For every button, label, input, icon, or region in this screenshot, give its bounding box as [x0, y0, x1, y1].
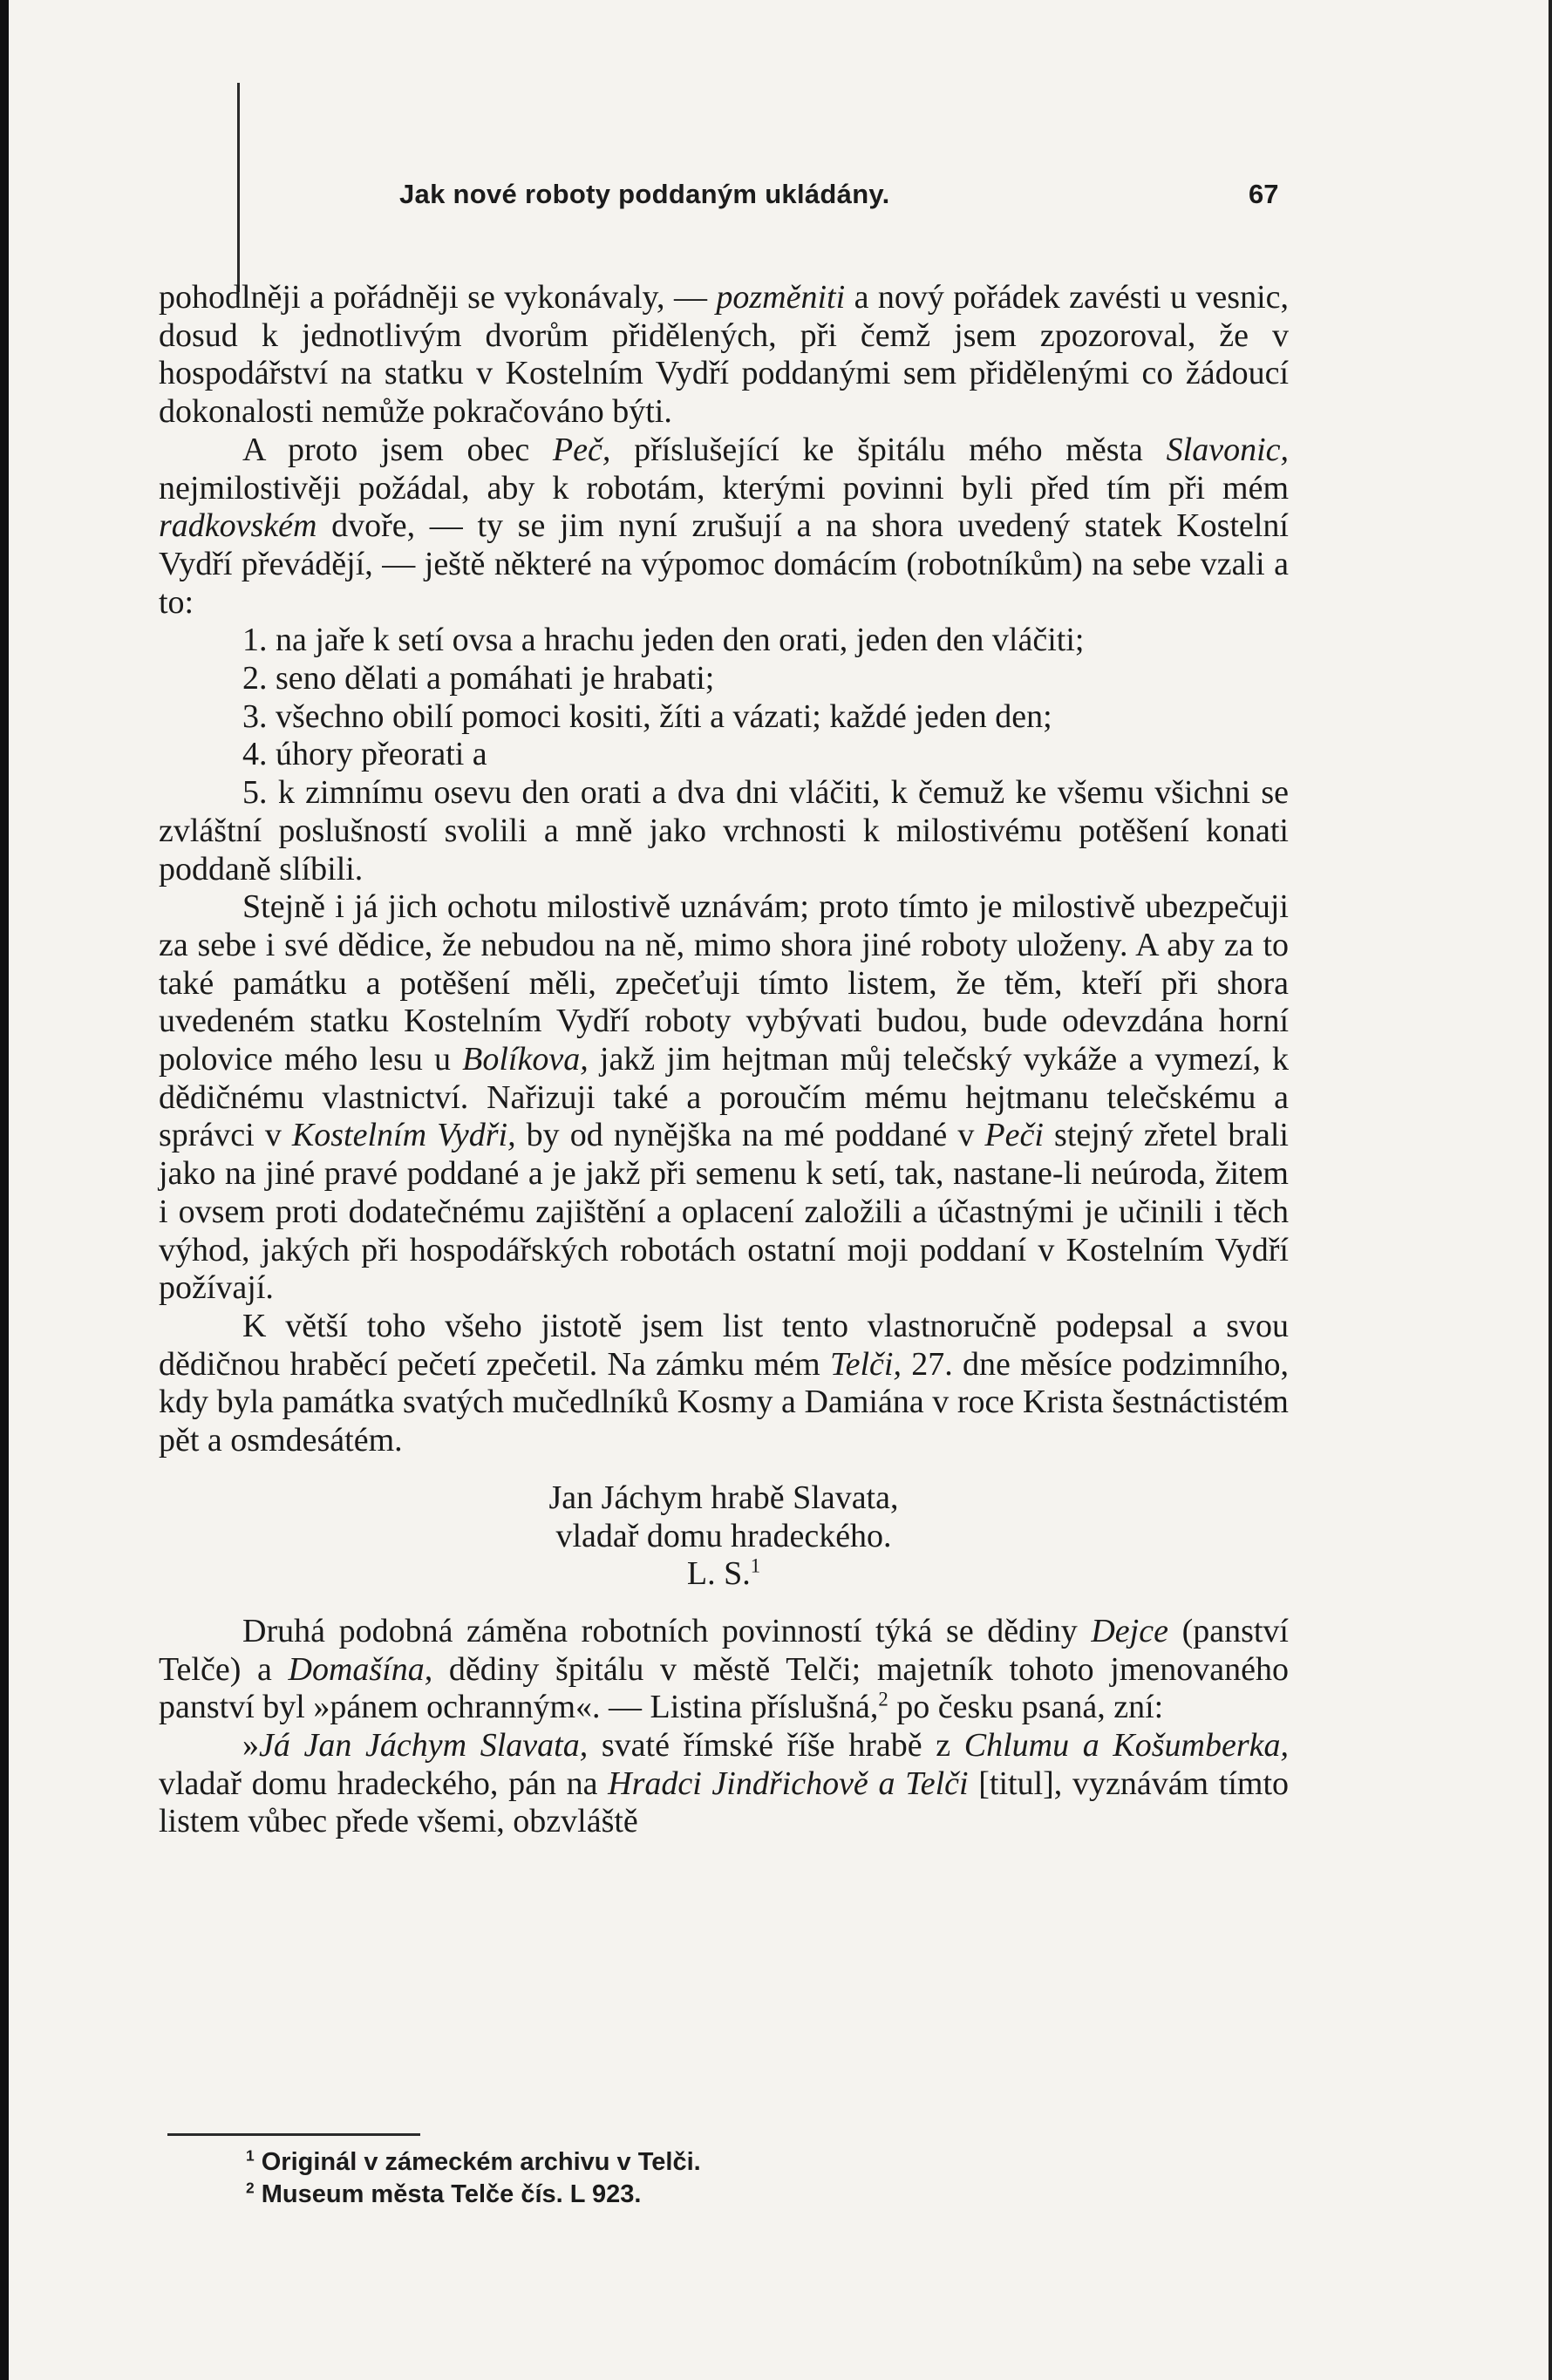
signature-name: Jan Jáchym hrabě Slavata,	[548, 1479, 899, 1516]
running-head: Jak nové roboty poddaným ukládány.	[399, 179, 890, 209]
footnote-ref: 1	[750, 1554, 761, 1577]
italic-run: Dejce	[1091, 1612, 1168, 1649]
scan-edge-left	[0, 0, 9, 2380]
text-run: dvoře, — ty se jim nyní zrušují a na shora uvedený statek Kostelní Vydří převádějí, — ještě některé na výpomoc domácím (robotníkům) na sebe vzali a to:	[159, 507, 1289, 621]
text-run: pohodlněji a pořádněji se vykonávaly, —	[159, 279, 717, 316]
paragraph	[159, 888, 1289, 1308]
text-run: nejmilostivěji požádal, aby k robotám, kterými povinni byli před tím při mém	[159, 469, 1289, 507]
text-run: Stejně i já jich ochotu milostivě uznávám; proto tímto je milostivě ubezpečuji za sebe i své dědice, že nebudou na ně, mimo shora jiné roboty uloženy. A aby za to také památku a potěšení měli, zpečeťuji tímto listem, že těm, kteří při shora uvedeném statku Kostelním Vydří roboty vybývati budou, bude odevzdána horní polovice mého lesu u	[159, 888, 1289, 1078]
text-run: příslušející ke špitálu mého města	[610, 431, 1167, 468]
text-run: stejný zřetel brali jako na jiné pravé poddané a je jakž při semenu k setí, tak, nastane-li neúroda, žitem i ovsem proti dodatečnému zajištění a oplacení založili a účastnými je učinili i těch výhod, jakých při hospodářských robotách ostatní moji poddaní v Kostelním Vydří požívají.	[159, 1117, 1289, 1307]
text-run: »	[242, 1727, 259, 1765]
italic-run: radkovském	[159, 507, 317, 545]
paragraph	[159, 1308, 1289, 1460]
body-text	[159, 279, 1289, 1841]
text-run: (panství Telče) a	[159, 1612, 1289, 1688]
paragraph	[159, 1727, 1289, 1841]
text-run: jakž jim hejtman můj telečský vykáže a vymezí, k dědičnému vlastnictví. Nařizuji také a poroučím mému hejtmanu telečskému a správci v	[159, 1041, 1289, 1154]
signature-title: vladař domu hradeckého.	[555, 1517, 892, 1554]
italic-run: Peč,	[552, 431, 611, 468]
italic-run: Já Jan Jáchym Slavata,	[259, 1727, 589, 1765]
italic-run: Bolíkova,	[462, 1041, 589, 1078]
footnote-number: 1	[246, 2146, 255, 2165]
footnote	[246, 2146, 701, 2179]
seal-mark	[159, 1555, 1289, 1594]
text-run: vladař domu hradeckého, pán na	[159, 1765, 609, 1802]
italic-run: Chlumu a Košumberka,	[963, 1727, 1289, 1765]
text-run: A proto jsem obec	[242, 431, 553, 468]
text-run: po česku psaná, zní:	[888, 1689, 1164, 1726]
paragraph	[159, 1613, 1289, 1727]
italic-run: pozměniti	[716, 279, 846, 316]
seal-text: L. S.	[686, 1555, 751, 1593]
text-run: svaté římské říše hrabě z	[588, 1727, 964, 1765]
italic-run: Hradci Jindřichově a Telči	[608, 1765, 969, 1802]
text-run: [titul], vyznávám tímto listem vůbec přede všemi, obzvláště	[159, 1765, 1289, 1840]
footnote-rule	[167, 2133, 420, 2136]
footnote-text: Originál v zámeckém archivu v Telči.	[254, 2148, 701, 2176]
footnote-text: Museum města Telče čís. L 923.	[254, 2180, 642, 2208]
paragraph	[159, 279, 1289, 432]
binding-line	[237, 83, 240, 292]
text-run: K větší toho všeho jistotě jsem list tento vlastnoručně podepsal a svou dědičnou hraběcí pečetí zpečetil. Na zámku mém	[159, 1307, 1289, 1383]
list-item: 4. úhory přeorati a	[242, 736, 487, 773]
italic-run: Kostelním Vydři,	[291, 1117, 516, 1154]
paragraph	[159, 432, 1289, 622]
footnote	[246, 2179, 701, 2211]
robot-duty-list	[159, 622, 1289, 888]
list-item: 5. k zimnímu osevu den orati a dva dni vláčiti, k čemuž ke všemu všichni se zvláštní poslušností svolili a mně jako vrchnosti k milostivému potěšení konati poddaně slíbili.	[159, 774, 1289, 887]
text-run: a nový pořádek zavésti u vesnic, dosud k jednotlivým dvorům přidělených, při čemž jsem zpozoroval, že v hospodářství na statku v Kostelním Vydří poddanými sem přidělenými co žádoucí dokonalosti nemůže pokračováno býti.	[159, 279, 1289, 431]
page-number: 67	[1249, 179, 1279, 209]
italic-run: Domašína,	[288, 1650, 433, 1688]
scan-edge-right	[1549, 0, 1552, 2380]
italic-run: Peči	[984, 1117, 1044, 1154]
text-run: 27. dne měsíce podzimního, kdy byla památka svatých mučedlníků Kosmy a Damiána v roce Krista šestnáctistém pět a osmdesátém.	[159, 1345, 1289, 1459]
text-run: dědiny špitálu v městě Telči; majetník tohoto jmenovaného panství byl »pánem ochranným«. — Listina příslušná,	[159, 1650, 1289, 1726]
text-run: by od nynějška na mé poddané v	[515, 1117, 985, 1154]
text-run: Druhá podobná záměna robotních povinností týká se dědiny	[242, 1612, 1092, 1649]
list-item: 1. na jaře k setí ovsa a hrachu jeden den orati, jeden den vláčiti;	[242, 622, 1085, 659]
list-item: 2. seno dělati a pomáhati je hrabati;	[242, 660, 715, 697]
footnotes	[246, 2146, 701, 2211]
footnote-ref: 2	[878, 1688, 888, 1710]
italic-run: Slavonic,	[1166, 431, 1289, 468]
list-item: 3. všechno obilí pomoci kositi, žíti a vázati; každé jeden den;	[242, 697, 1052, 735]
footnote-number: 2	[246, 2179, 255, 2197]
italic-run: Telči,	[829, 1345, 902, 1383]
